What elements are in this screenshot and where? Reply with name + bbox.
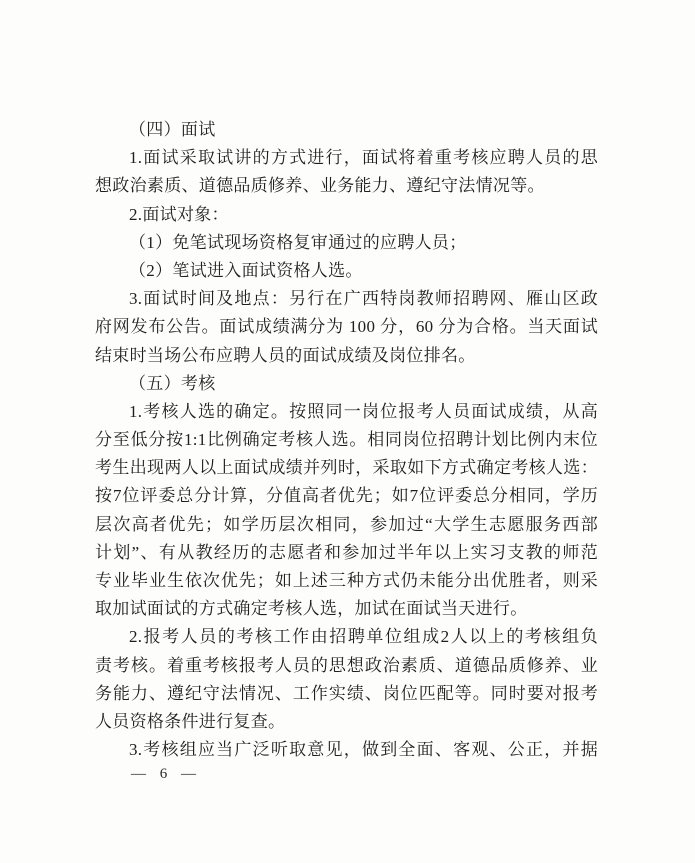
text-line: （1）免笔试现场资格复审通过的应聘人员； [129,232,467,252]
text-line: （2）笔试进入面试资格人选。 [129,260,363,280]
document-body [95,116,598,764]
text-line: 人员资格条件进行复查。 [95,711,286,731]
text-line: 按7位评委总分计算，分值高者优先；如7位评委总分相同，学历 [95,486,598,506]
text-line: 取加试面试的方式确定考核人选，加试在面试当天进行。 [95,599,528,619]
text-line: 层次高者优先；如学历层次相同，参加过“大学生志愿服务西部 [95,514,598,534]
text-line: 计划”、有从教经历的志愿者和参加过半年以上实习支教的师范 [95,542,598,562]
text-line: 2.报考人员的考核工作由招聘单位组成2人以上的考核组负 [129,627,598,647]
text-line: 分至低分按1:1比例确定考核人选。相同岗位招聘计划比例内末位 [95,430,598,450]
page-number: — 6 — [131,766,201,782]
text-line: 2.面试对象： [129,204,229,224]
text-line: 责考核。着重考核报考人员的思想政治素质、道德品质修养、业 [95,655,598,675]
text-line: 3.考核组应当广泛听取意见，做到全面、客观、公正，并据 [129,740,598,760]
text-line: 务能力、遵纪守法情况、工作实绩、岗位匹配等。同时要对报考 [95,683,598,703]
text-line: 考生出现两人以上面试成绩并列时，采取如下方式确定考核人选： [95,458,598,478]
text-line: 府网发布公告。面试成绩满分为 100 分，60 分为合格。当天面试 [95,317,598,337]
text-line: 专业毕业生依次优先；如上述三种方式仍未能分出优胜者，则采 [95,571,598,590]
text-line: 1.考核人选的确定。按照同一岗位报考人员面试成绩，从高 [129,401,598,421]
section-heading: （四）面试 [129,120,216,139]
section-heading: （五）考核 [129,373,216,393]
text-line: 结束时当场公布应聘人员的面试成绩及岗位排名。 [95,345,476,365]
text-line: 3.面试时间及地点：另行在广西特岗教师招聘网、雁山区政 [129,289,598,309]
text-line: 想政治素质、道德品质修养、业务能力、遵纪守法情况等。 [95,176,545,196]
text-line: 1.面试采取试讲的方式进行，面试将着重考核应聘人员的思 [129,148,598,168]
